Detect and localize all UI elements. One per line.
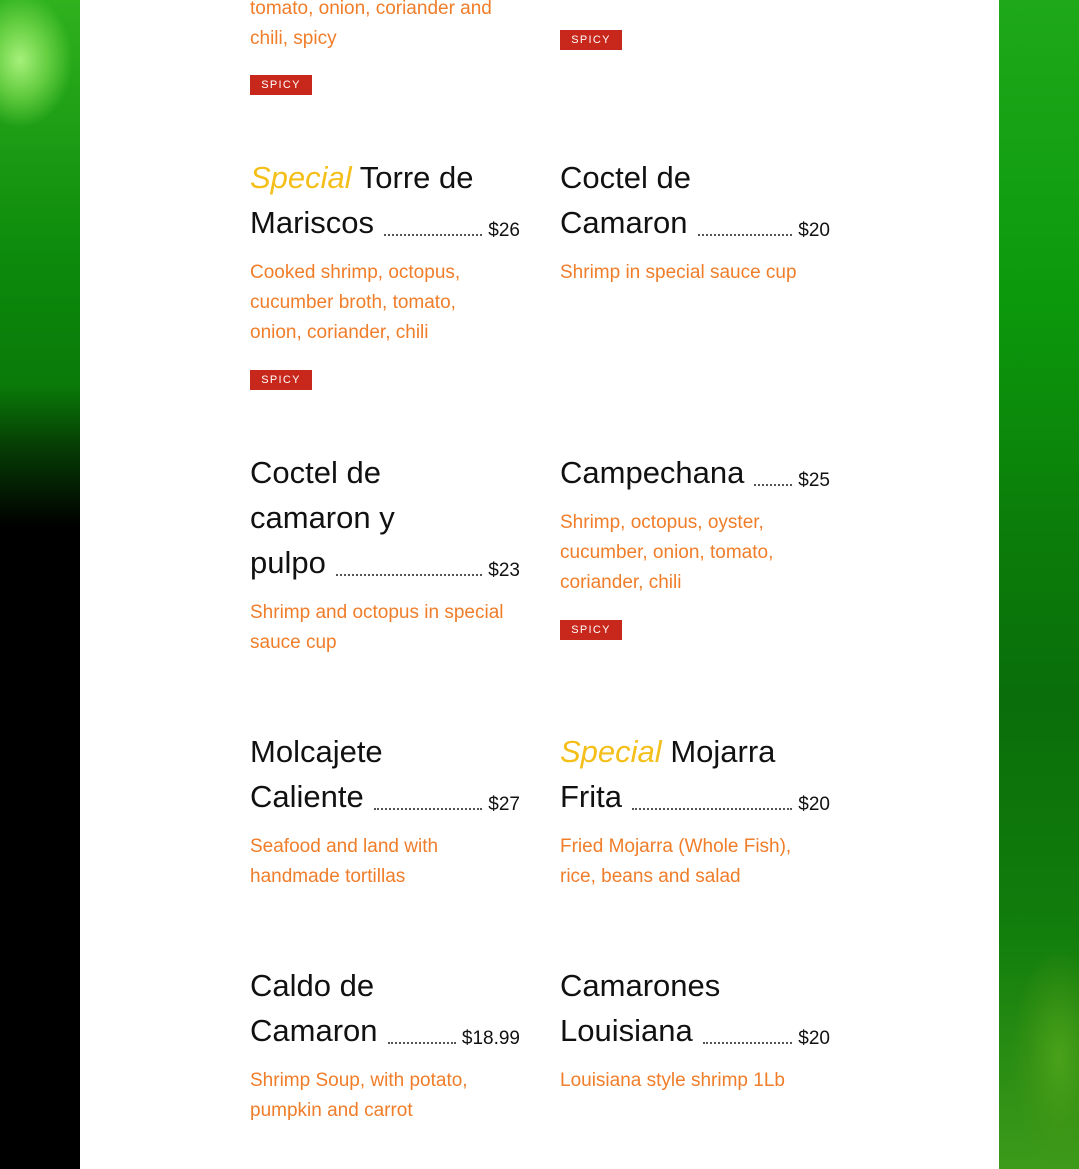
description-line: Fried Mojarra (Whole Fish), <box>560 836 792 857</box>
description-line: Cooked shrimp, octopus, <box>250 262 461 283</box>
description-line: chili, spicy <box>250 28 337 49</box>
item-description <box>560 1066 830 1096</box>
item-description <box>250 258 520 348</box>
item-name-part: Coctel de <box>560 160 691 195</box>
item-price: $26 <box>488 220 520 241</box>
item-name-part: camaron y <box>250 500 395 535</box>
item-description <box>560 258 830 288</box>
menu-item-coctel-de-camaron <box>560 155 830 245</box>
description-line: Seafood and land with <box>250 836 439 857</box>
special-label: Special <box>560 734 662 769</box>
menu-item-coctel-camaron-pulpo <box>250 450 520 585</box>
item-name-part: Louisiana <box>560 1013 693 1048</box>
dotted-leader <box>754 483 792 486</box>
menu-item-campechana <box>560 450 830 495</box>
description-line: tomato, onion, coriander and <box>250 0 492 19</box>
item-name-part: Frita <box>560 779 622 814</box>
description-line: Shrimp in special sauce cup <box>560 262 797 283</box>
dotted-leader <box>698 233 793 236</box>
item-title <box>250 963 520 1053</box>
item-name-part: Camaron <box>250 1013 378 1048</box>
description-line: Louisiana style shrimp 1Lb <box>560 1070 785 1091</box>
item-price: $23 <box>488 560 520 581</box>
description-line: Shrimp Soup, with potato, <box>250 1070 468 1091</box>
item-title <box>560 450 830 495</box>
menu-item-molcajete-caliente <box>250 729 520 819</box>
dotted-leader <box>632 807 792 810</box>
item-description <box>560 508 830 598</box>
item-title <box>560 963 830 1053</box>
item-name-part: Campechana <box>560 455 745 490</box>
item-description <box>560 832 830 892</box>
item-name-part: pulpo <box>250 545 326 580</box>
item-title <box>560 729 830 819</box>
item-title <box>250 450 520 585</box>
item-price: $18.99 <box>461 1028 520 1049</box>
background-left-green <box>0 0 80 1169</box>
item-price: $25 <box>798 470 830 491</box>
special-label: Special <box>250 160 352 195</box>
item-name-part: Coctel de <box>250 455 381 490</box>
description-line: coriander, chili <box>560 572 682 593</box>
menu-item-caldo-de-camaron <box>250 963 520 1053</box>
description-line: onion, coriander, chili <box>250 322 429 343</box>
description-line: cucumber, onion, tomato, <box>560 542 774 563</box>
item-price: $20 <box>798 1028 830 1049</box>
item-name-part: Caldo de <box>250 968 375 1003</box>
menu-item-camarones-louisiana <box>560 963 830 1053</box>
description-line: Shrimp, octopus, oyster, <box>560 512 764 533</box>
item-description <box>250 832 520 892</box>
item-name-part: Camaron <box>560 205 688 240</box>
item-name-part: Caliente <box>250 779 364 814</box>
menu-card <box>80 0 999 1169</box>
description-line: Shrimp and octopus in special <box>250 602 504 623</box>
item-name-part: Molcajete <box>250 734 383 769</box>
dotted-leader <box>374 807 483 810</box>
dotted-leader <box>703 1041 793 1044</box>
description-line: handmade tortillas <box>250 866 406 887</box>
menu-item-mojarra-frita <box>560 729 830 819</box>
spicy-badge: SPICY <box>560 620 622 640</box>
spicy-badge: SPICY <box>250 75 312 95</box>
item-price: $27 <box>488 794 520 815</box>
item-description <box>250 598 520 658</box>
item-name-part: Mojarra <box>670 734 776 769</box>
description-line: pumpkin and carrot <box>250 1100 413 1121</box>
item-description <box>250 0 520 54</box>
dotted-leader <box>336 573 482 576</box>
description-line: rice, beans and salad <box>560 866 741 887</box>
item-title <box>250 729 520 819</box>
description-line: sauce cup <box>250 632 337 653</box>
item-description <box>250 1066 520 1126</box>
item-price: $20 <box>798 220 830 241</box>
dotted-leader <box>388 1041 456 1044</box>
item-title <box>560 155 830 245</box>
description-line: cucumber broth, tomato, <box>250 292 456 313</box>
spicy-badge: SPICY <box>250 370 312 390</box>
background-right-green <box>999 0 1079 1169</box>
item-name-part: Camarones <box>560 968 721 1003</box>
dotted-leader <box>384 233 482 236</box>
item-title <box>250 155 520 245</box>
spicy-badge: SPICY <box>560 30 622 50</box>
item-name-part: Torre de <box>359 160 474 195</box>
item-price: $20 <box>798 794 830 815</box>
menu-item-torre-de-mariscos <box>250 155 520 245</box>
item-name-part: Mariscos <box>250 205 375 240</box>
